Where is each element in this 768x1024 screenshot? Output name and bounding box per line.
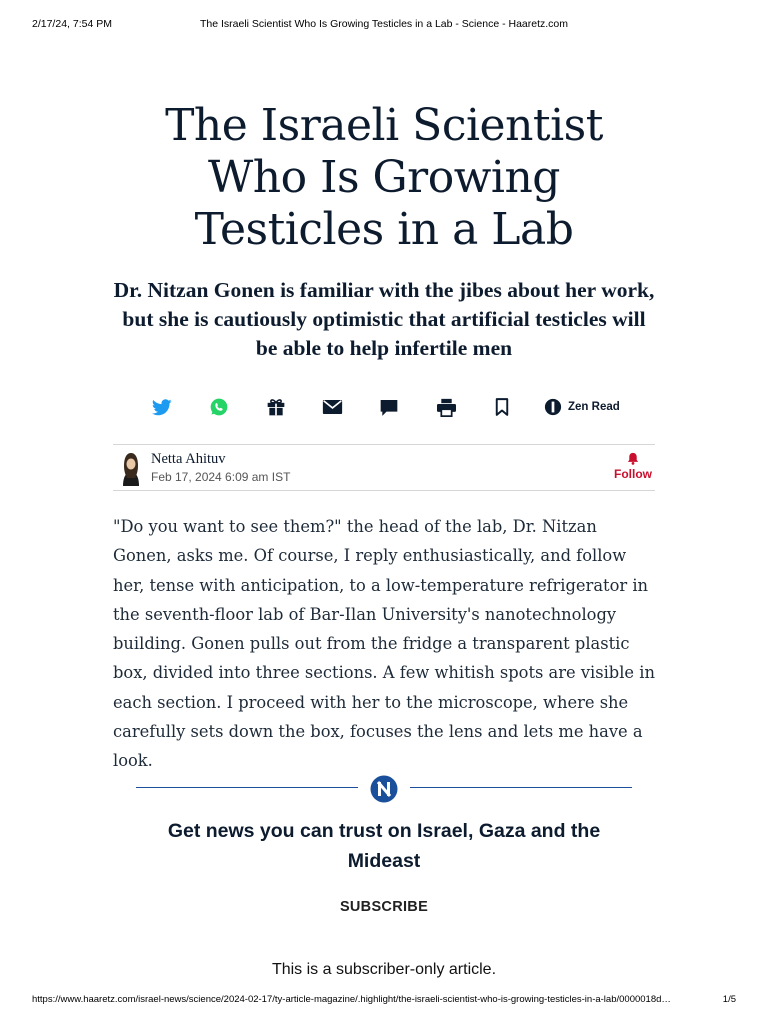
print-page-number: 1/5 [722, 994, 736, 1005]
print-page-title: The Israeli Scientist Who Is Growing Testicles in a Lab - Science - Haaretz.com [199, 18, 569, 30]
print-icon[interactable] [432, 394, 460, 420]
subscribe-button[interactable]: SUBSCRIBE [339, 899, 429, 915]
bookmark-icon[interactable] [488, 394, 516, 420]
author-bar [113, 444, 655, 491]
article-subhead: Dr. Nitzan Gonen is familiar with the jibes about her work, but she is cautiously optimistic that artificial testicles will be able to help infertile men [113, 278, 655, 360]
zen-read-label: Zen Read [568, 401, 620, 413]
gift-icon[interactable] [262, 394, 290, 420]
subscriber-only-notice: This is a subscriber-only article. [271, 961, 497, 978]
divider-line-left [136, 787, 358, 788]
avatar[interactable] [117, 450, 145, 486]
zen-read-icon [544, 398, 562, 416]
share-bar [148, 394, 628, 420]
article-headline: The Israeli Scientist Who Is Growing Testicles in a Lab [165, 100, 603, 255]
author-name[interactable]: Netta Ahituv [151, 451, 226, 467]
print-footer [32, 994, 736, 1008]
twitter-icon[interactable] [148, 394, 176, 420]
follow-button[interactable] [611, 452, 655, 481]
whatsapp-icon[interactable] [205, 394, 233, 420]
zen-read-button[interactable] [544, 396, 620, 418]
haaretz-logo-icon [370, 775, 398, 803]
bell-icon [627, 452, 639, 465]
divider-line-right [410, 787, 632, 788]
paywall-divider [136, 775, 632, 805]
print-url: https://www.haaretz.com/israel-news/science/2024-02-17/ty-article-magazine/.highlight/the-israeli-scientist-who-is-growing-testicles-in-a-lab/0000018d… [32, 994, 671, 1005]
article-body: "Do you want to see them?" the head of the lab, Dr. Nitzan Gonen, asks me. Of course, I reply enthusiastically, and follow her, tense with anticipation, to a low-temperature refrigerator in the seventh-floor lab of Bar-Ilan University's nanotechnology building. Gonen pulls out from the fridge a transparent plastic box, divided into three sections. A few whitish spots are visible in each section. I proceed with her to the microscope, where she carefully sets down the box, focuses the lens and lets me have a look. [113, 517, 655, 771]
mail-icon[interactable] [318, 394, 346, 420]
publish-date: Feb 17, 2024 6:09 am IST [151, 470, 291, 484]
follow-label: Follow [614, 467, 652, 481]
paywall-headline: Get news you can trust on Israel, Gaza and the Mideast [167, 820, 601, 872]
print-datetime: 2/17/24, 7:54 PM [32, 18, 112, 30]
print-header [32, 18, 736, 32]
comment-icon[interactable] [375, 394, 403, 420]
